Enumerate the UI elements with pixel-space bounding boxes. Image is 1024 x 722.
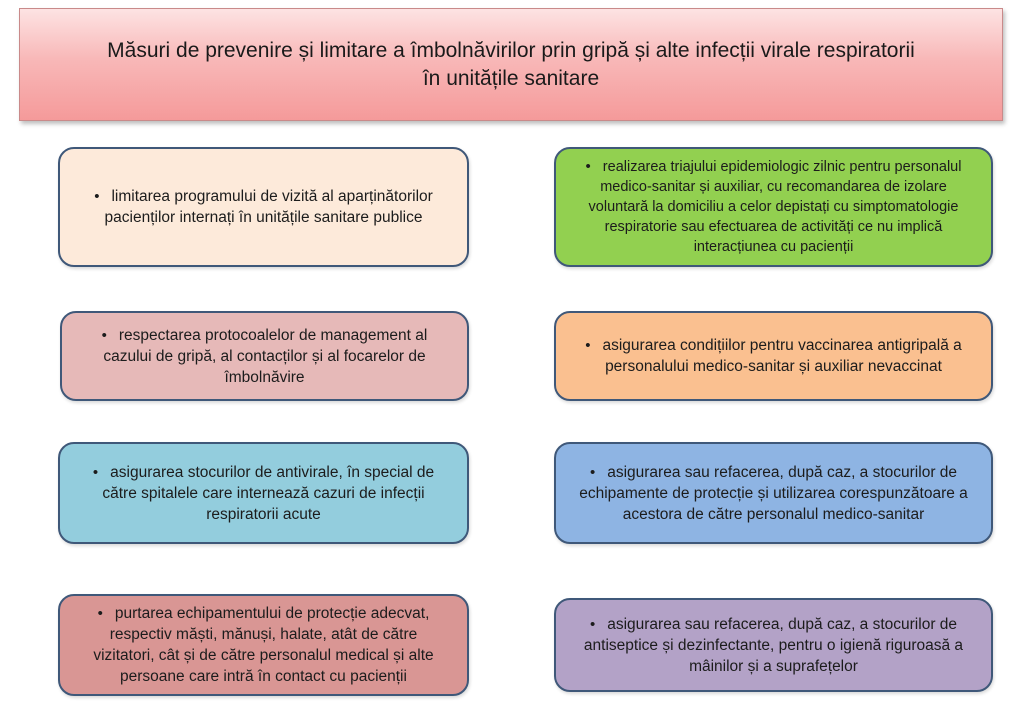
measure-text: • respectarea protocoalelor de management al cazului de gripă, al contacților și al focarelor de îmbolnăvire bbox=[82, 325, 447, 388]
measure-text: • limitarea programului de vizită al aparținătorilor pacienților internați în unitățile sanitare publice bbox=[80, 186, 447, 228]
measure-text: • asigurarea stocurilor de antivirale, în special de către spitalele care internează cazuri de infecții respiratorii acute bbox=[80, 462, 447, 525]
title-banner bbox=[19, 8, 1003, 121]
measure-box-protective-equipment-stocks bbox=[554, 442, 993, 544]
measure-box-antiseptics bbox=[554, 598, 993, 692]
measure-text: • asigurarea condițiilor pentru vaccinarea antigripală a personalului medico-sanitar și auxiliar nevaccinat bbox=[576, 335, 971, 377]
measure-box-management-protocols bbox=[60, 311, 469, 401]
measure-box-antiviral-stocks bbox=[58, 442, 469, 544]
measure-text: • purtarea echipamentului de protecție adecvat, respectiv măști, mănuși, halate, atât de către vizitatori, cât și de către personalul medical și alte persoane care intră în contact cu pacienții bbox=[80, 603, 447, 687]
measure-box-vaccination bbox=[554, 311, 993, 401]
measure-box-visit-limitation bbox=[58, 147, 469, 267]
measure-text: • asigurarea sau refacerea, după caz, a stocurilor de echipamente de protecție și utilizarea corespunzătoare a acestora de către personalul medico-sanitar bbox=[576, 462, 971, 525]
measure-text: • asigurarea sau refacerea, după caz, a stocurilor de antiseptice și dezinfectante, pentru o igienă riguroasă a mâinilor și a suprafețelor bbox=[576, 614, 971, 677]
slide-title: Măsuri de prevenire și limitare a îmbolnăvirilor prin gripă și alte infecții virale respiratorii în unitățile sanitare bbox=[107, 38, 915, 90]
measure-text: • realizarea triajului epidemiologic zilnic pentru personalul medico-sanitar și auxiliar, cu recomandarea de izolare voluntară la domiciliu a celor depistați cu simptomatologie respiratorie sau efectuarea de activități ce nu implică interacțiunea cu pacienții bbox=[576, 157, 971, 257]
measure-box-epidemiological-triage bbox=[554, 147, 993, 267]
measure-box-protective-equipment-use bbox=[58, 594, 469, 696]
